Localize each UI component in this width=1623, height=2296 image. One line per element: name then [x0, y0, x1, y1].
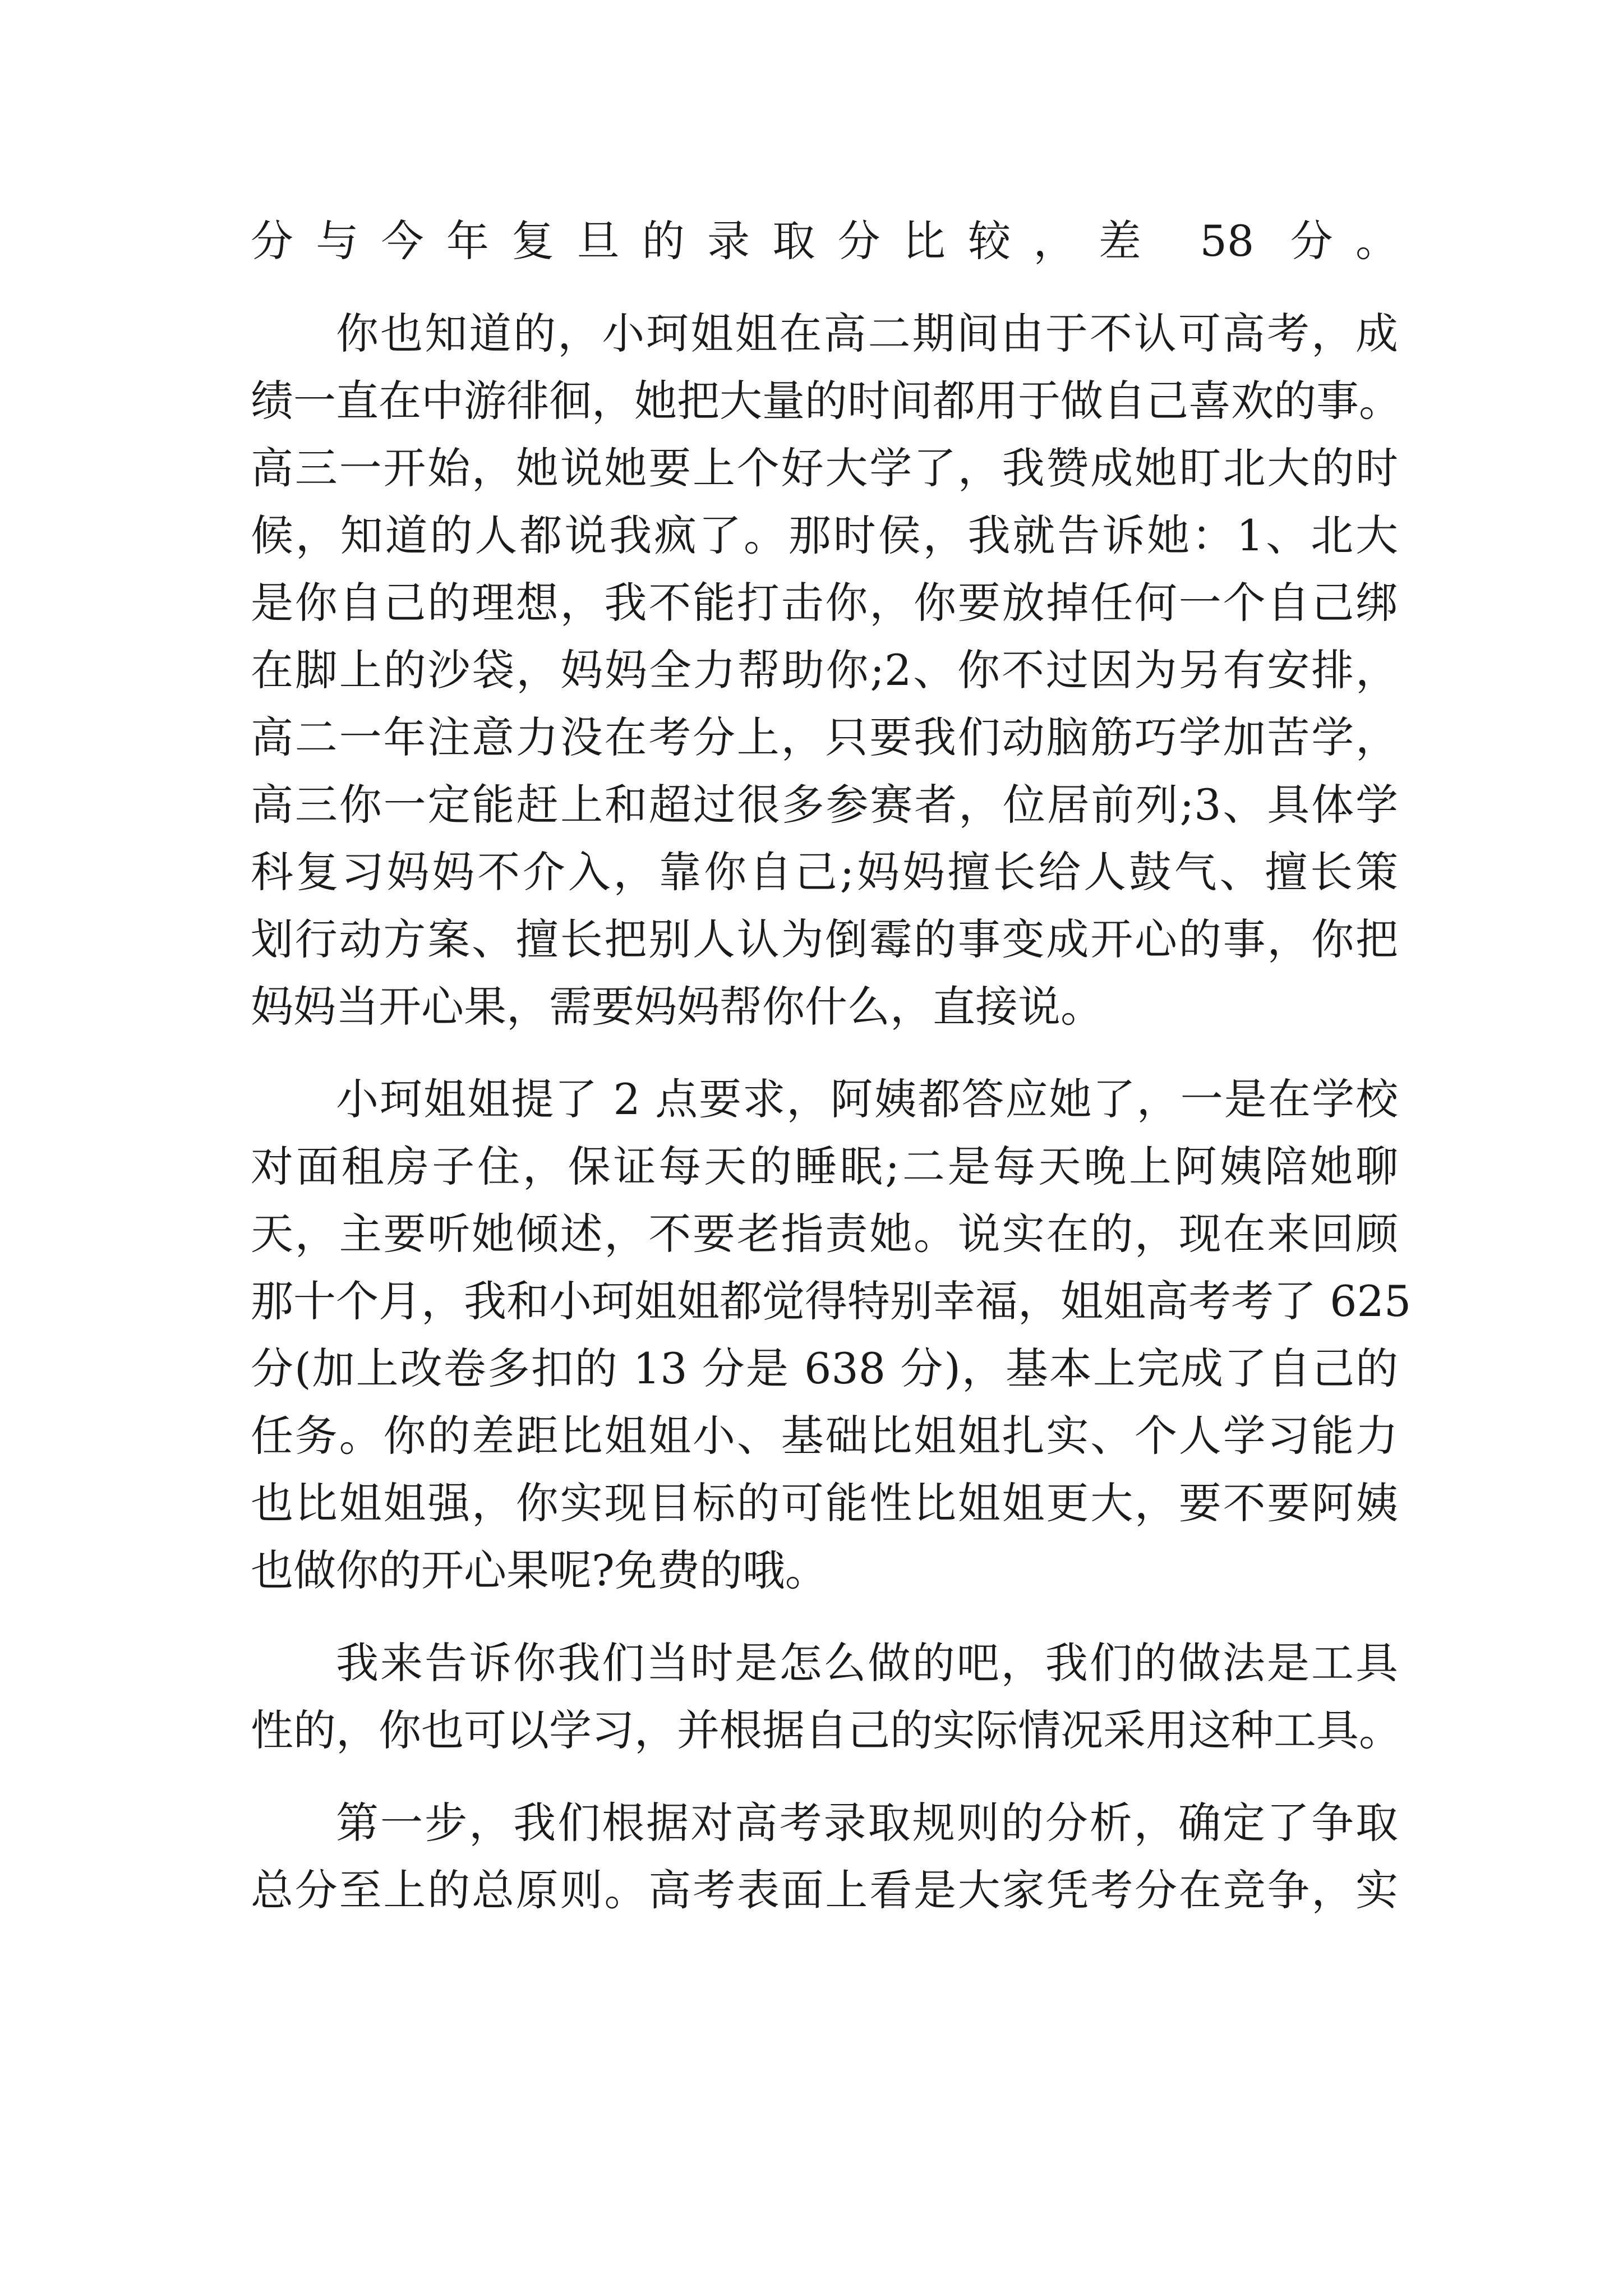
text-line: 科复习妈妈不介入，靠你自己;妈妈擅长给人鼓气、擅长策 — [251, 847, 1398, 897]
text-line: 分(加上改卷多扣的 13 分是 638 分)，基本上完成了自己的 — [251, 1343, 1398, 1393]
paragraph — [251, 1630, 1401, 1764]
text-line: 也比姐姐强，你实现目标的可能性比姐姐更大，要不要阿姨 — [251, 1478, 1398, 1528]
text-line: 也做你的开心果呢?免费的哦。 — [251, 1545, 828, 1595]
paragraph — [251, 208, 1398, 275]
text-line: 第一步，我们根据对高考录取规则的分析，确定了争取 — [336, 1798, 1398, 1848]
text-line: 妈妈当开心果，需要妈妈帮你什么，直接说。 — [251, 982, 1103, 1032]
text-line: 是你自己的理想，我不能打击你，你要放掉任何一个自己绑 — [251, 578, 1398, 628]
text-line: 高二一年注意力没在考分上，只要我们动脑筋巧学加苦学， — [251, 712, 1398, 762]
paragraph — [251, 1066, 1412, 1604]
text-line: 高三一开始，她说她要上个好大学了，我赞成她盯北大的时 — [251, 443, 1398, 493]
text-line: 你也知道的，小珂姐姐在高二期间由于不认可高考，成 — [336, 309, 1398, 358]
document-body — [251, 208, 1412, 1924]
text-line: 性的，你也可以学习，并根据自己的实际情况采用这种工具。 — [251, 1705, 1401, 1755]
text-line: 对面租房子住，保证每天的睡眠;二是每天晚上阿姨陪她聊 — [251, 1142, 1398, 1191]
text-line: 总分至上的总原则。高考表面上看是大家凭考分在竞争，实 — [251, 1865, 1398, 1915]
text-line: 候，知道的人都说我疯了。那时侯，我就告诉她：1、北大 — [251, 510, 1398, 560]
text-line: 绩一直在中游徘徊，她把大量的时间都用于做自己喜欢的事。 — [251, 376, 1401, 426]
text-line: 划行动方案、擅长把别人认为倒霉的事变成开心的事，你把 — [251, 914, 1398, 964]
text-line: 分与今年复旦的录取分比较，差 58 分。 — [251, 216, 1398, 266]
text-line: 那十个月，我和小珂姐姐都觉得特别幸福，姐姐高考考了 625 — [251, 1276, 1412, 1326]
text-line: 我来告诉你我们当时是怎么做的吧，我们的做法是工具 — [336, 1638, 1398, 1688]
paragraph — [251, 300, 1401, 1041]
text-line: 高三你一定能赶上和超过很多参赛者，位居前列;3、具体学 — [251, 780, 1398, 830]
text-line: 任务。你的差距比姐姐小、基础比姐姐扎实、个人学习能力 — [251, 1411, 1398, 1461]
text-line: 在脚上的沙袋，妈妈全力帮助你;2、你不过因为另有安排， — [251, 645, 1398, 695]
text-line: 小珂姐姐提了 2 点要求，阿姨都答应她了，一是在学校 — [336, 1074, 1398, 1124]
paragraph — [251, 1789, 1398, 1924]
text-line: 天，主要听她倾述，不要老指责她。说实在的，现在来回顾 — [251, 1209, 1398, 1259]
